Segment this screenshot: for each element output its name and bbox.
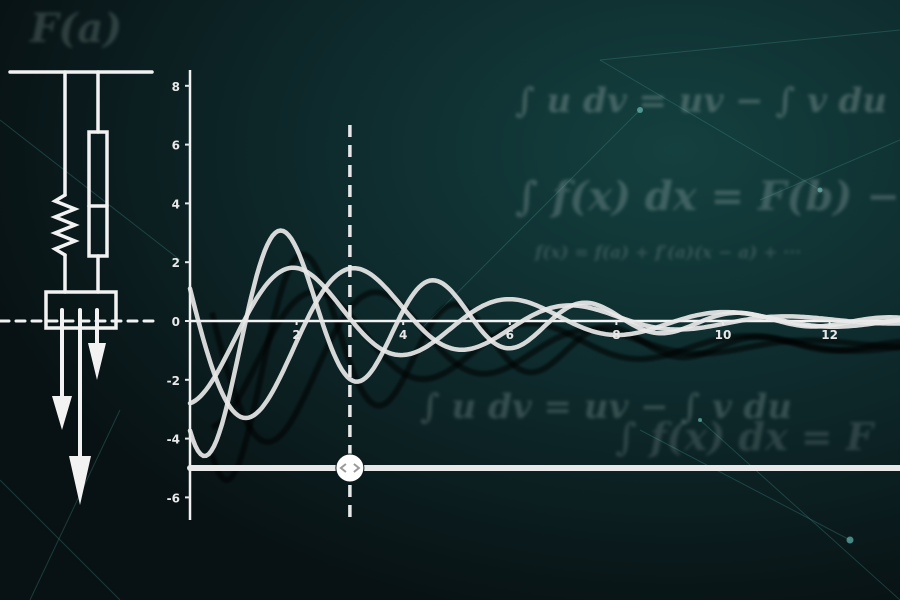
y-tick-label: -2 [166, 373, 180, 388]
bg-formula: ∫ f(x) dx = F [615, 414, 873, 459]
bg-formula: ∫ u dv = uv − ∫ v du [515, 81, 888, 121]
x-tick-label: 6 [505, 328, 514, 342]
y-tick-label: 0 [171, 315, 180, 329]
y-tick-label: -6 [166, 491, 180, 506]
y-tick-label: 8 [171, 79, 180, 94]
x-tick-label: 10 [714, 328, 732, 342]
bg-formula: ∫ u dv = uv − ∫ v du [420, 387, 793, 427]
x-tick-label: 2 [292, 328, 301, 342]
x-tick-label: 8 [612, 328, 621, 342]
bg-formula: F(a) [30, 5, 123, 52]
y-tick-label: 6 [171, 138, 180, 153]
bg-formula: f(x) = f(a) + f′(a)(x − a) + ··· [535, 243, 802, 263]
y-tick-label: -4 [166, 432, 180, 447]
bg-formula: ∫ f(x) dx = F(b) − [515, 173, 900, 220]
y-tick-label: 2 [171, 256, 180, 271]
y-tick-label: 4 [171, 197, 180, 212]
x-tick-label: 4 [399, 328, 408, 342]
x-tick-label: 12 [821, 328, 838, 342]
